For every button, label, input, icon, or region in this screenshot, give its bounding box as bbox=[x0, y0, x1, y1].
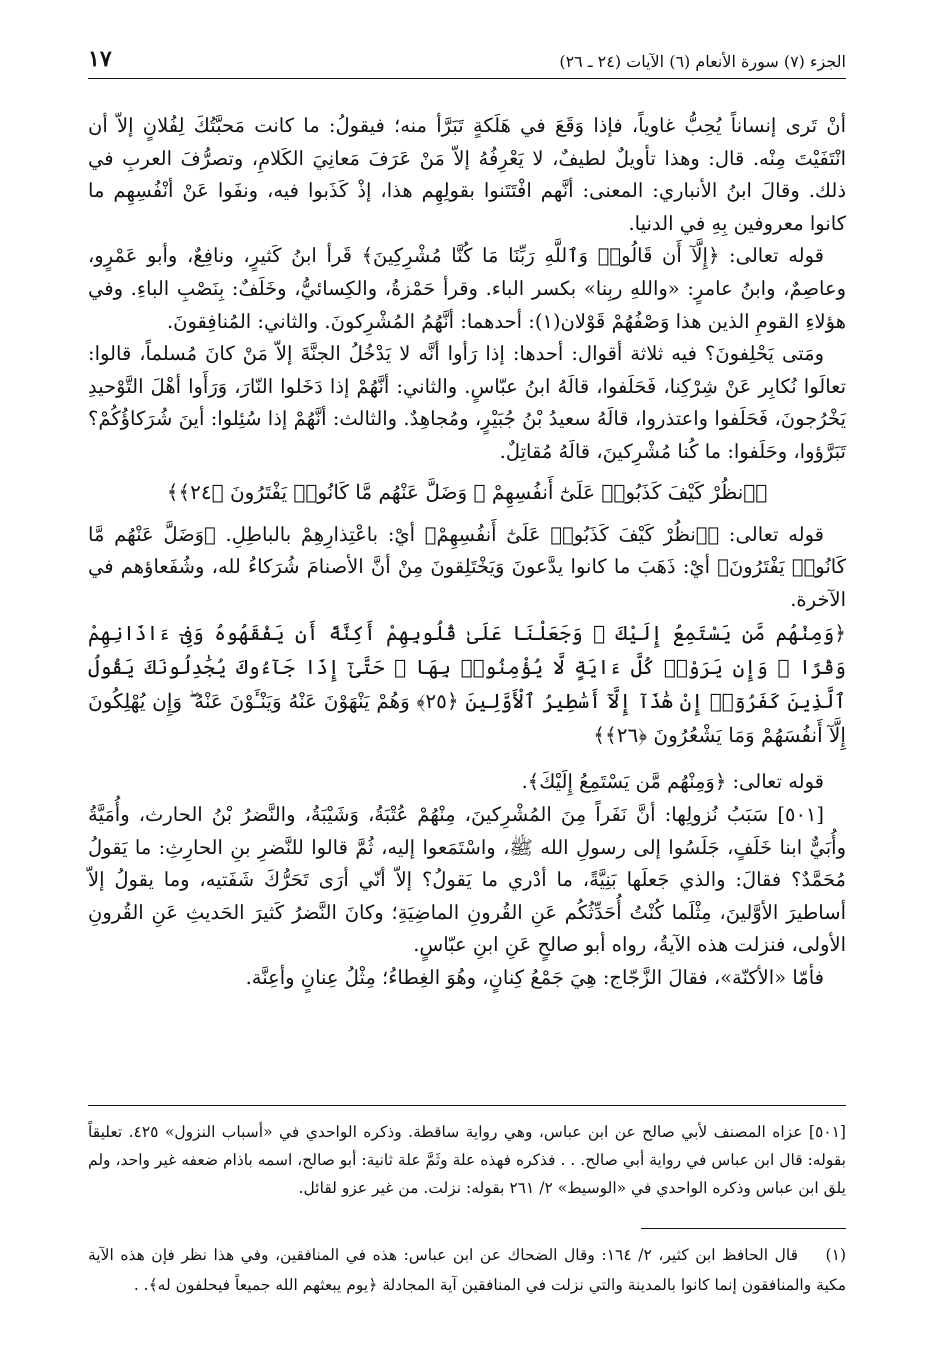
footnote-1 bbox=[88, 1240, 846, 1300]
paragraph-6: [٥٠١] سَبَبُ نُزولِها: أنَّ نَفَراً مِنَ المُشْرِكينَ، مِنْهُمْ عُتْبَةُ، وَشَيْبَةُ، والنَّضرُ بْنُ الحارث، وأُمَيَّةُ وأُبَيٌّ ابنا خَلَفٍ، جَلَسُوا إلى رسولِ الله ﷺ، واسْتَمَعوا إليه، ثُمَّ قالوا للنَّضرِ بنِ الحارِثِ: ما يَقولُ مُحَمَّدٌ؟ فقالَ: والذي جَعلَها بَنِيَّةً، ما أدْري ما يَقولُ؟ إلاّ أنّي أرَى تَحَرُّكَ شَفَتيه، وما يقولُ إلاّ أساطيرَ الأوَّلينَ، مِثْلَما كُنْتُ أُحَدِّثُكُم عَنِ القُرونِ الماضِيَةِ؛ وكانَ النَّضرُ كَثيرَ الحَديثِ عَنِ القُرونِ الأولى، فنزلت هذه الآيةُ، رواه أبو صالحٍ عَنِ ابنِ عبّاسٍ. bbox=[88, 802, 846, 957]
takhrij-text: [٥٠١] عزاه المصنف لأبي صالح عن ابن عباس، وهي رواية ساقطة. وذكره الواحدي في «أسباب النزول» ٤٢٥. تعليقاً بقوله: قال ابن عباس في رواية أبي صالح. . . فذكره فهذه علة وثَمَّ علة ثانية: أبو صالح، اسمه باذام ضعفه غير واحد، ولم يلق ابن عباس وذكره الواحدي في «الوسيط» ٢/ ٢٦١ بقوله: نزلت. من غير عزو لقائل. bbox=[88, 1123, 846, 1197]
footnote-short-divider bbox=[641, 1228, 846, 1229]
footnote-1-text: قال الحافظ ابن كثير، ٢/ ١٦٤: وقال الضحاك عن ابن عباس: هذه في المنافقين، وفي هذا نظر فإن هذه الآية مكية والمنافقون إنما كانوا بالمدينة والتي نزلت في المنافقين آية المجادلة ﴿يوم يبعثهم الله جميعاً فيحلفون له﴾. . bbox=[88, 1246, 846, 1294]
footnote-divider bbox=[88, 1105, 846, 1106]
paragraph-2: قوله تعالى: ﴿إِلَّآ أَن قَالُوا۟ وَٱللَّهِ رَبِّنَا مَا كُنَّا مُشْرِكِينَ﴾ قَرأ ابنُ كَثيرٍ، ونافِعٌ، وأبو عَمْرٍو، وعاصِمٌ، وابنُ عامرٍ: «واللهِ ربِنا» بكسر الباء. وقرأ حَمْزةُ، والكِسائيُّ، وخَلَفٌ: بِنَصْبِ الباءِ. وفي هؤلاءِ القومِ الذين هذا وَصْفُهُمْ قَوْلان(١): أحدهما: أنَّهُمُ المُشْرِكونَ. والثاني: المُنافِقونَ. bbox=[88, 244, 846, 333]
footnote-1-number: (١) bbox=[825, 1246, 846, 1264]
paragraph-3: ومَتى يَحْلِفونَ؟ فيه ثلاثة أقوال: أحدها: إذا رَأوا أنَّه لا يَدْخُلُ الجنَّةَ إلاّ مَنْ كانَ مُسلماً، قالوا: تعالَوا نُكابِر عَنْ شِرْكِنا، فَحَلَفوا، قالَهُ ابنُ عبّاسٍ. والثاني: أنَّهُمْ إذا دَخَلوا النّارَ، وَرَأَوا أهْلَ التَّوْحيدِ يَخْرُجونَ، فَحَلَفوا واعتذروا، قالَهُ سعيدُ بْنُ جُبَيْرٍ، ومُجاهِدٌ. والثالث: أنَّهُمْ إذا سُئِلوا: أينَ شُرَكاؤُكُمْ؟ تَبَرَّؤوا، وحَلَفوا: ما كُنا مُشْرِكينَ، قالَهُ مُقاتِلٌ. bbox=[88, 342, 846, 463]
verse-24: ﴿ٱنظُرْ كَيْفَ كَذَبُوا۟ عَلَىٰٓ أَنفُسِهِمْ ۚ وَضَلَّ عَنْهُم مَّا كَانُوا۟ يَفْتَرُونَ ﴿٢٤﴾﴾ bbox=[166, 479, 768, 504]
main-text bbox=[88, 110, 846, 994]
running-title: الجزء (٧) سورة الأنعام (٦) الآيات (٢٤ ـ ٢٦) bbox=[559, 52, 846, 71]
paragraph-4: قوله تعالى: ﴿ٱنظُرْ كَيْفَ كَذَبُوا۟ عَلَىٰٓ أَنفُسِهِمْ﴾ أيْ: باعْتِذارِهِمْ بالباطِلِ. ﴿وَضَلَّ عَنْهُم مَّا كَانُوا۟ يَفْتَرُونَ﴾ أيْ: ذَهَبَ ما كانوا يدَّعونَ وَيَخْتَلِقونَ مِنْ أنَّ الأصنامَ شُرَكاءُ لله، وشُفَعاؤهم في الآخرة. bbox=[88, 522, 846, 611]
page-number: ١٧ bbox=[88, 46, 112, 72]
verse-25-26: ﴿وَمِنْهُم مَّن يَسْتَمِعُ إِلَيْكَ ۖ وَجَعَلْنَا عَلَىٰ قُلُوبِهِمْ أَكِنَّةً أَن يَفْقَهُوهُ وَفِىٓ ءَاذَانِهِمْ وَقْرًا ۚ وَإِن يَرَوْا۟ كُلَّ ءَايَةٍ لَّا يُؤْمِنُوا۟ بِهَا ۚ حَتَّىٰٓ إِذَا جَآءُوكَ يُجَٰدِلُونَكَ يَقُولُ ٱلَّذِينَ كَفَرُوٓا۟ إِنْ هَٰذَآ إِلَّآ أَسَٰطِيرُ ٱلْأَوَّلِينَ ﴿٢٥﴾ وَهُمْ يَنْهَوْنَ عَنْهُ وَيَنْـَٔوْنَ عَنْهُ ۖ وَإِن يُهْلِكُونَ إِلَّآ أَنفُسَهُمْ وَمَا يَشْعُرُونَ ﴿٢٦﴾﴾ bbox=[88, 621, 847, 748]
paragraph-5: قوله تعالى: ﴿وَمِنْهُم مَّن يَسْتَمِعُ إِلَيْكَ﴾. bbox=[521, 770, 824, 794]
paragraph-7: فأمّا «الأكنّة»، فقالَ الزَّجّاج: هِيَ جَمْعُ كِنانٍ، وهُوَ الغِطاءُ؛ مِثْلُ عِنانٍ وأعِنَّة. bbox=[245, 965, 824, 989]
takhrij-footnote bbox=[88, 1118, 846, 1202]
paragraph-1: أنْ تَرى إنساناً يُحِبُّ غاوياً، فإذا وَقَعَ في هَلَكةٍ تَبَرَّأ منه؛ فيقولُ: ما كانت مَحبَّتُكَ لِفُلانٍ إلاّ أن انْتَفَيْتَ مِنْه. قال: وهذا تأويلٌ لطيفٌ، لا يَعْرِفُهُ إلاّ مَنْ عَرَفَ مَعانِيَ الكَلامِ، وتصرُّفَ العربِ في ذلك. وقالَ ابنُ الأنباري: المعنى: أنَّهم افْتَتَنوا بقولِهِم هذا، إذْ كَذَبوا فيه، ونفَوا عَنْ أنْفُسِهِم ما كانوا معروفين بِهِ في الدنيا. bbox=[88, 114, 846, 235]
page-header bbox=[88, 40, 846, 79]
